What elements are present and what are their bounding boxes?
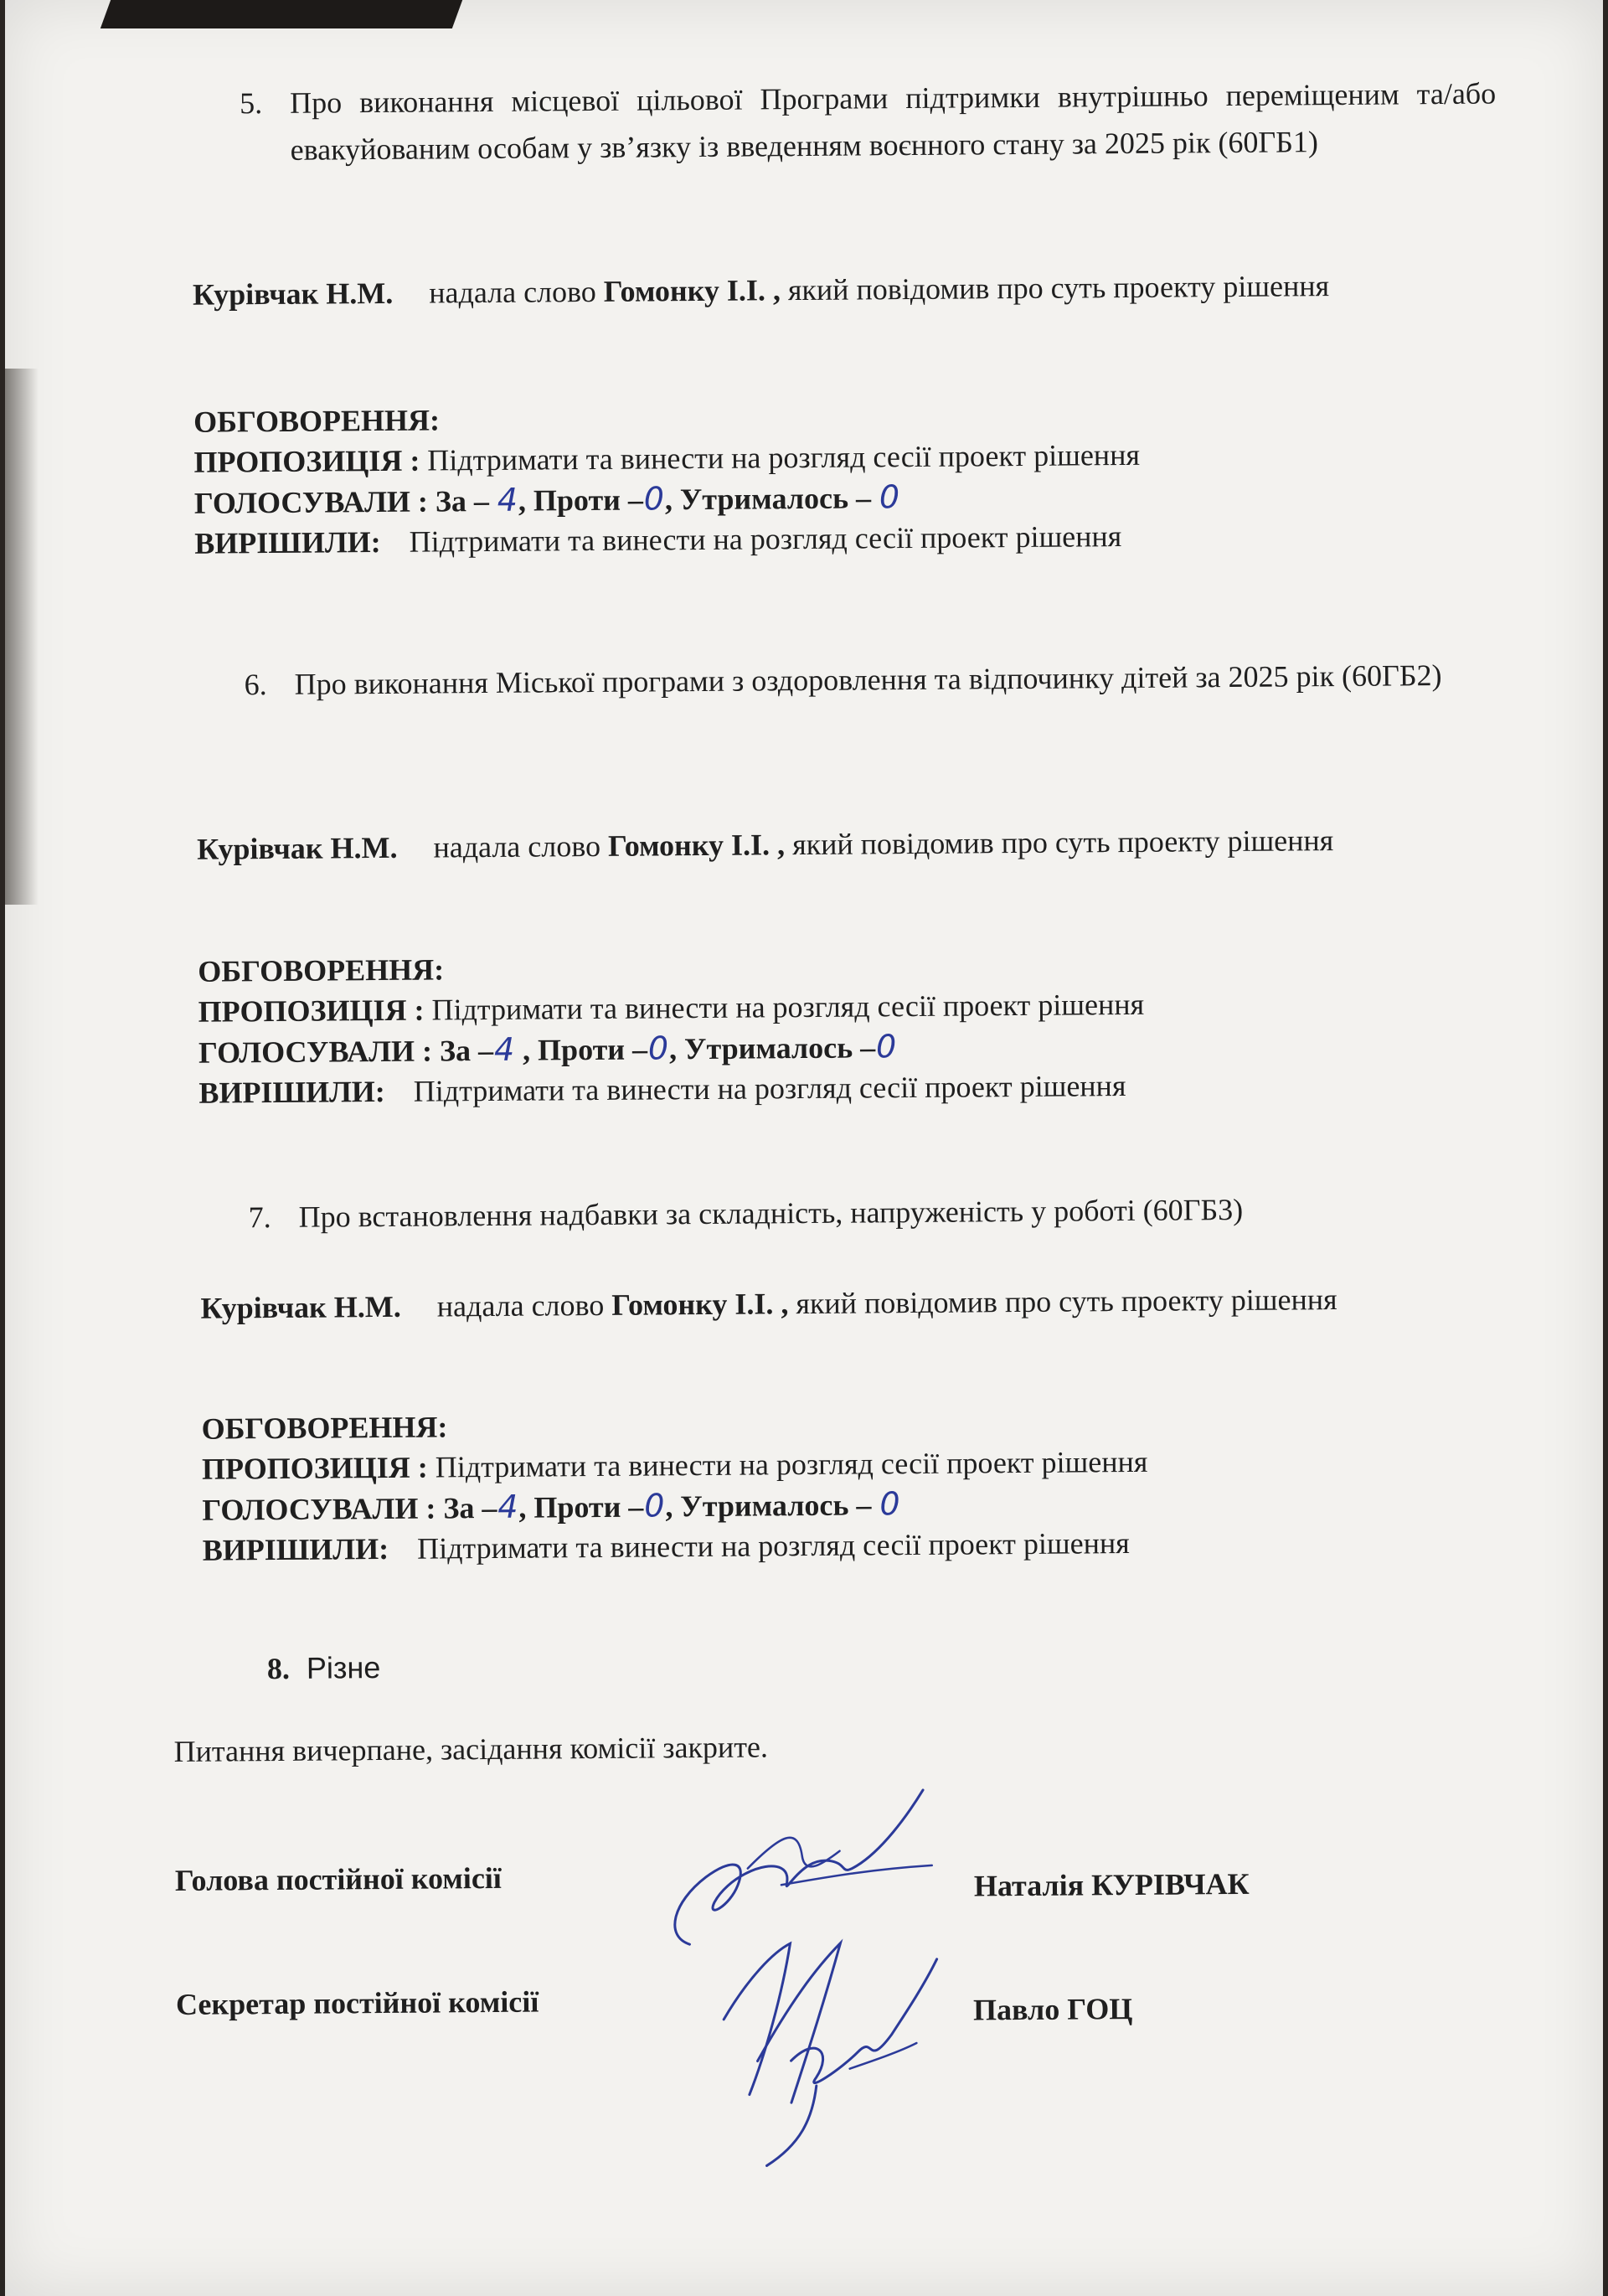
reporter-name: Гомонку І.І. , — [603, 273, 781, 308]
vote-abstain-label: , Утрималось – — [668, 1030, 876, 1066]
chair-name: Курівчак Н.М. — [200, 1289, 401, 1325]
vote-abstain-label: , Утрималось – — [665, 1488, 872, 1524]
agenda-item-title: Про встановлення надбавки за складність, напруженість у роботі (60ГБ3) — [298, 1192, 1244, 1234]
discussion-heading: ОБГОВОРЕННЯ: — [198, 952, 445, 988]
closing-statement: Питання вичерпане, засідання комісії закрите. — [173, 1730, 769, 1768]
agenda-item-title: Про виконання Міської програми з оздоровлення та відпочинку дітей за 2025 рік (60ГБ2) — [294, 658, 1442, 701]
chair-role: Голова постійної комісії — [174, 1860, 502, 1897]
secretary-signatory-name: Павло ГОЦ — [972, 1991, 1133, 2027]
vote-for-value: 4 — [497, 1488, 518, 1525]
vote-abstain-value: 0 — [879, 478, 900, 516]
vote-against-label: , Проти – — [522, 1032, 648, 1067]
voted-label: ГОЛОСУВАЛИ : — [198, 1034, 433, 1070]
vote-against-label: , Проти – — [518, 482, 644, 518]
speaker-line-7 — [200, 1275, 1473, 1332]
decided-text: Підтримати та винести на розгляд сесії проект рішення — [416, 1526, 1130, 1566]
vote-for-value: 4 — [497, 481, 518, 519]
decided-text: Підтримати та винести на розгляд сесії проект рішення — [413, 1069, 1126, 1108]
vote-for-value: 4 — [493, 1030, 515, 1068]
proposal-text: Підтримати та винести на розгляд сесії проект рішення — [431, 987, 1145, 1027]
discussion-heading: ОБГОВОРЕННЯ: — [201, 1410, 448, 1446]
vote-for-label: За – — [435, 483, 490, 519]
agenda-item-7 — [248, 1184, 1504, 1241]
agenda-item-title: Різне — [306, 1650, 381, 1685]
reporter-name: Гомонку І.І. , — [611, 1287, 789, 1322]
speaker-tail: який повідомив про суть проекту рішення — [787, 269, 1330, 307]
proposal-label: ПРОПОЗИЦІЯ : — [201, 1450, 428, 1486]
vote-abstain-label: , Утрималось – — [664, 481, 872, 517]
discussion-heading: ОБГОВОРЕННЯ: — [193, 403, 441, 439]
reporter-name: Гомонку І.І. , — [607, 828, 786, 863]
proposal-text: Підтримати та винести на розгляд сесії проект рішення — [435, 1444, 1148, 1484]
agenda-item-number: 6. — [244, 668, 267, 702]
speaker-tail: який повідомив про суть проекту рішення — [796, 1282, 1337, 1321]
chair-name: Курівчак Н.М. — [197, 830, 398, 866]
vote-abstain-value: 0 — [875, 1028, 897, 1065]
agenda-item-number: 7. — [248, 1200, 271, 1235]
document-page — [5, 0, 1603, 2296]
agenda-item-8 — [267, 1650, 381, 1686]
speaker-verb: надала слово — [433, 828, 601, 864]
decided-label: ВИРІШИЛИ: — [202, 1531, 389, 1567]
discussion-7 — [201, 1398, 1508, 1570]
agenda-item-6 — [244, 651, 1500, 708]
voted-label: ГОЛОСУВАЛИ : — [202, 1491, 436, 1527]
speaker-verb: надала слово — [429, 274, 596, 310]
voted-label: ГОЛОСУВАЛИ : — [193, 484, 429, 520]
decided-label: ВИРІШИЛИ: — [194, 524, 381, 560]
speaker-line-5 — [193, 261, 1466, 318]
vote-for-label: За – — [439, 1033, 494, 1068]
vote-against-value: 0 — [643, 480, 665, 518]
decided-label: ВИРІШИЛИ: — [198, 1074, 385, 1110]
discussion-6 — [198, 941, 1505, 1112]
proposal-label: ПРОПОЗИЦІЯ : — [193, 443, 420, 479]
agenda-item-number: 5. — [240, 86, 263, 121]
speaker-verb: надала слово — [436, 1287, 605, 1323]
vote-against-value: 0 — [644, 1487, 665, 1525]
agenda-item-5 — [240, 70, 1497, 174]
discussion-5 — [193, 391, 1501, 563]
agenda-item-title: Про виконання місцевої цільової Програми підтримки внутрішньо переміщеним та/або евакуйованим особам у зв’язку із введенням воєнного стану за 2025 рік (60ГБ1) — [290, 76, 1497, 167]
decided-text: Підтримати та винести на розгляд сесії проект рішення — [409, 519, 1122, 559]
vote-against-value: 0 — [647, 1029, 669, 1067]
secretary-role: Секретар постійної комісії — [175, 1984, 539, 2021]
proposal-text: Підтримати та винести на розгляд сесії проект рішення — [427, 437, 1141, 477]
vote-for-label: За – — [443, 1490, 497, 1525]
proposal-label: ПРОПОЗИЦІЯ : — [198, 993, 425, 1029]
secretary-signature-image — [698, 1926, 951, 2179]
chair-signatory-name: Наталія КУРІВЧАК — [973, 1866, 1250, 1903]
speaker-tail: який повідомив про суть проекту рішення — [791, 823, 1334, 862]
speaker-line-6 — [197, 816, 1470, 873]
chair-name: Курівчак Н.М. — [192, 276, 394, 312]
vote-against-label: , Проти – — [518, 1489, 644, 1525]
vote-abstain-value: 0 — [879, 1485, 900, 1523]
minutes-content — [5, 0, 1603, 2296]
agenda-item-number: 8. — [266, 1651, 291, 1686]
